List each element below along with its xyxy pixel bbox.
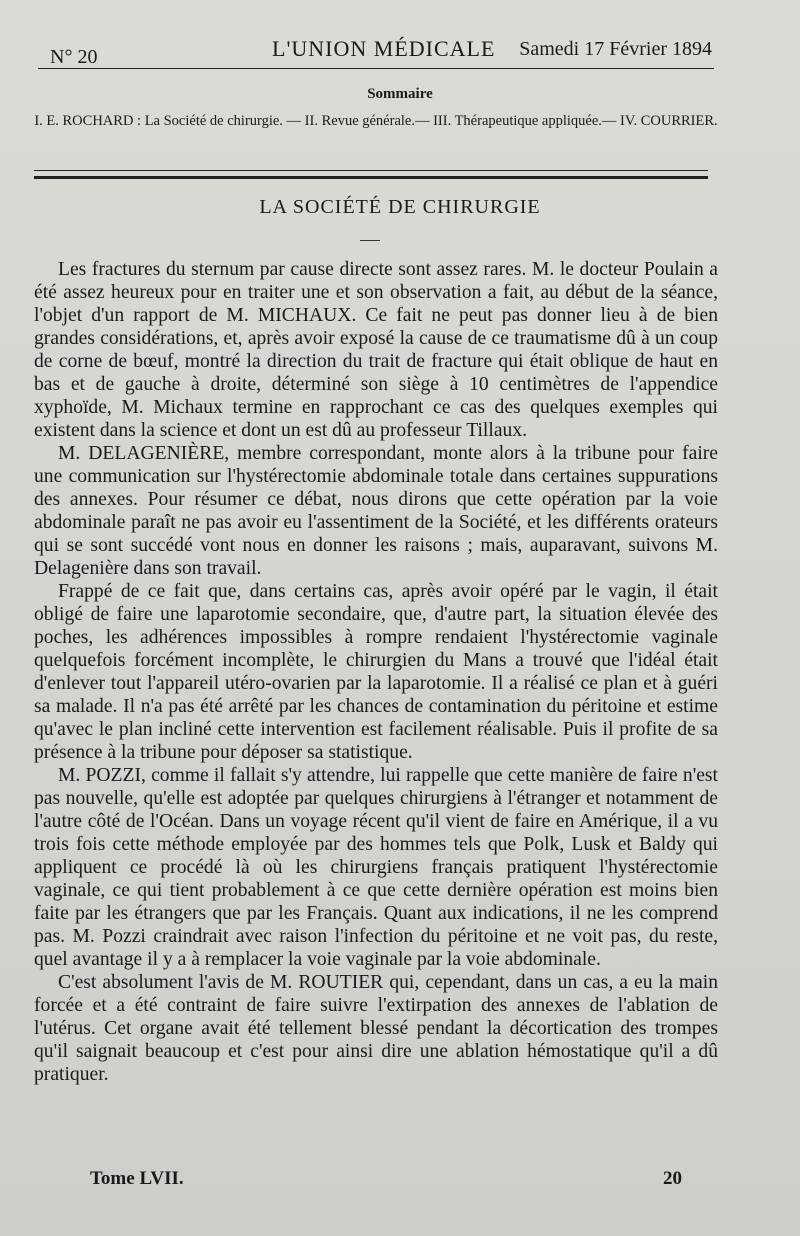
paragraph: C'est absolument l'avis de M. ROUTIER qui, cependant, dans un cas, a eu la main forcée et a été contraint de faire suivre l'extirpation des annexes de l'ablation de l'utérus. Cet organe avait été tellement blessé pendant la décortication des trompes qu'il saignait beaucoup et c'est pour ainsi dire une ablation hémostatique qu'il a dû pratiquer. (34, 972, 718, 1085)
page-number: 20 (663, 1168, 682, 1189)
page-header (50, 36, 712, 70)
title-dash (360, 240, 380, 241)
volume-label: Tome LVII. (90, 1168, 184, 1189)
issue-number: N° 20 (50, 46, 98, 68)
paragraph: M. DELAGENIÈRE, membre correspondant, monte alors à la tribune pour faire une communication sur l'hystérectomie abdominale totale dans certaines suppurations des annexes. Pour résumer ce débat, nous dirons que cette opération par la voie abdominale paraît ne pas avoir eu l'assentiment de la Société, et les différents orateurs qui se sont succédé vont nous en donner les raisons ; mais, auparavant, suivons M. Delagenière dans son travail. (34, 443, 718, 579)
article-body (34, 258, 718, 1086)
paragraph: Frappé de ce fait que, dans certains cas, après avoir opéré par le vagin, il était obligé de faire une laparotomie secondaire, que, d'autre part, la situation élevée des poches, les adhérences impossibles à rompre rendaient l'hystérectomie vaginale quelquefois forcément incomplète, le chirurgien du Mans a trouvé que l'idéal était d'enlever tout l'appareil utéro-ovarien par la laparotomie. Il a réalisé ce plan et à guéri sa malade. Il n'a pas été arrêté par les chances de contamination du péritoine et estime qu'avec le plan incliné cette intervention est facilement réalisable. Puis il profite de sa présence à la tribune pour déposer sa statistique. (34, 581, 718, 763)
article-title: LA SOCIÉTÉ DE CHIRURGIE (259, 196, 541, 218)
header-divider (38, 68, 714, 69)
issue-date: Samedi 17 Février 1894 (519, 38, 712, 60)
sommaire-text: I. E. ROCHARD : La Société de chirurgie. — II. Revue générale.— III. Thérapeutique appliquée.— IV. COURRIER. (34, 113, 718, 129)
section-divider-thin (34, 170, 708, 171)
paragraph: Les fractures du sternum par cause directe sont assez rares. M. le docteur Poulain a été assez heureux pour en traiter une et son observation a fait, au début de la séance, l'objet d'un rapport de M. MICHAUX. Ce fait ne peut pas donner lieu à de bien grandes considérations, et, après avoir exposé la cause de ce traumatisme dû à un coup de corne de bœuf, montré la direction du trait de fracture qui était oblique de haut en bas et de gauche à droite, déterminé son siège à 10 centimètres de l'appendice xyphoïde, M. Michaux termine en rapprochant ce cas des quelques exemples qui existent dans la science et dont un est dû au professeur Tillaux. (34, 259, 718, 441)
section-divider-thick (34, 176, 708, 179)
paragraph: M. POZZI, comme il fallait s'y attendre, lui rappelle que cette manière de faire n'est pas nouvelle, qu'elle est adoptée par quelques chirurgiens à l'étranger et notamment de l'autre côté de l'Océan. Dans un voyage récent qu'il vient de faire en Amérique, il a vu trois fois cette méthode employée par des hommes tels que Polk, Lusk et Baldy qui appliquent ce procédé là où les chirurgiens français pratiquent l'hystérectomie vaginale, ce qui tient probablement à ce que cette dernière opération est moins bien faite par les étrangers que par les Français. Quant aux indications, il ne les comprend pas. M. Pozzi craindrait avec raison l'infection du péritoine et ne voit pas, du reste, quel avantage il y a à remplacer la voie vaginale par la voie abdominale. (34, 765, 718, 970)
journal-title: L'UNION MÉDICALE (272, 36, 496, 61)
sommaire-title: Sommaire (367, 86, 433, 102)
